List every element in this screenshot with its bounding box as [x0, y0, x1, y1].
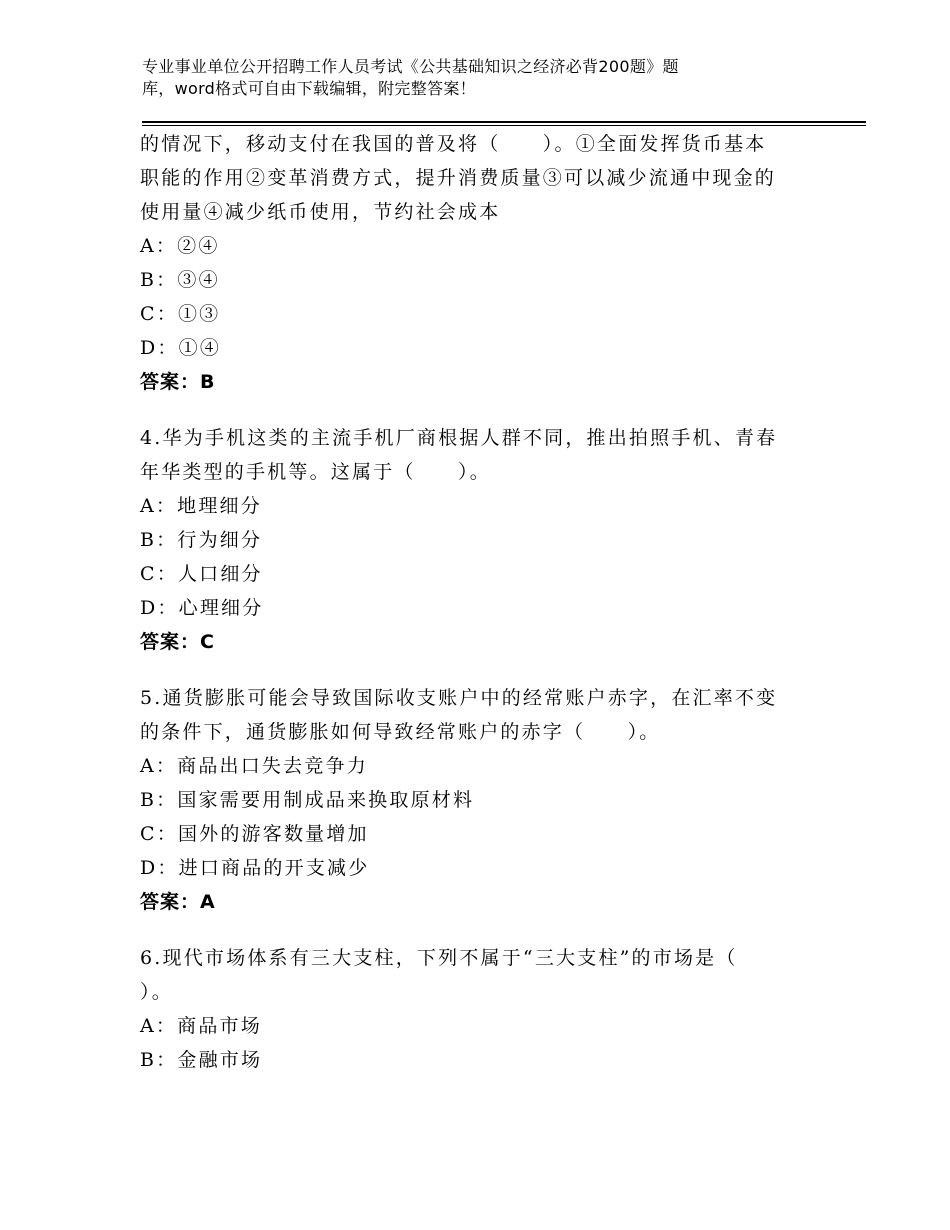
header-line-2: 库，word格式可自由下载编辑，附完整答案！	[142, 79, 476, 98]
question-text-line: 的情况下，移动支付在我国的普及将（ ）。①全面发挥货币基本	[140, 133, 767, 155]
option-a: A：商品出口失去竞争力	[140, 755, 368, 777]
option-b: B：行为细分	[140, 529, 263, 551]
option-b: B：③④	[140, 269, 220, 291]
option-d: D：①④	[140, 337, 222, 359]
answer-text: 答案：C	[140, 631, 215, 653]
header-rule-thick	[142, 121, 866, 123]
option-a: A：商品市场	[140, 1015, 262, 1037]
document-header	[142, 56, 782, 100]
option-d: D：心理细分	[140, 597, 264, 619]
option-a: A：地理细分	[140, 495, 262, 517]
question-text-line: 的条件下，通货膨胀如何导致经常账户的赤字（ ）。	[140, 721, 661, 743]
option-a: A：②④	[140, 235, 220, 257]
question-text-line: 6.现代市场体系有三大支柱，下列不属于“三大支柱”的市场是（	[140, 947, 738, 969]
answer-text: 答案：B	[140, 371, 216, 393]
question-text-line: 职能的作用②变革消费方式，提升消费质量③可以减少流通中现金的	[140, 167, 777, 189]
question-3	[140, 127, 800, 399]
question-4	[140, 421, 800, 659]
question-text-line: ）。	[140, 981, 173, 1003]
question-text-line: 使用量④减少纸币使用，节约社会成本	[140, 201, 501, 223]
option-c: C：人口细分	[140, 563, 263, 585]
option-c: C：国外的游客数量增加	[140, 823, 369, 845]
header-rule-thin	[142, 125, 866, 126]
question-6	[140, 941, 800, 1077]
answer-text: 答案：A	[140, 891, 216, 913]
question-text-line: 年华类型的手机等。这属于（ ）。	[140, 461, 491, 483]
question-5	[140, 681, 800, 919]
question-list	[140, 127, 800, 1077]
option-b: B：国家需要用制成品来换取原材料	[140, 789, 475, 811]
question-text-line: 5.通货膨胀可能会导致国际收支账户中的经常账户赤字，在汇率不变	[140, 687, 778, 709]
option-b: B：金融市场	[140, 1049, 263, 1071]
option-d: D：进口商品的开支减少	[140, 857, 370, 879]
option-c: C：①③	[140, 303, 221, 325]
question-text-line: 4.华为手机这类的主流手机厂商根据人群不同，推出拍照手机、青春	[140, 427, 778, 449]
header-line-1: 专业事业单位公开招聘工作人员考试《公共基础知识之经济必背200题》题	[142, 57, 679, 76]
